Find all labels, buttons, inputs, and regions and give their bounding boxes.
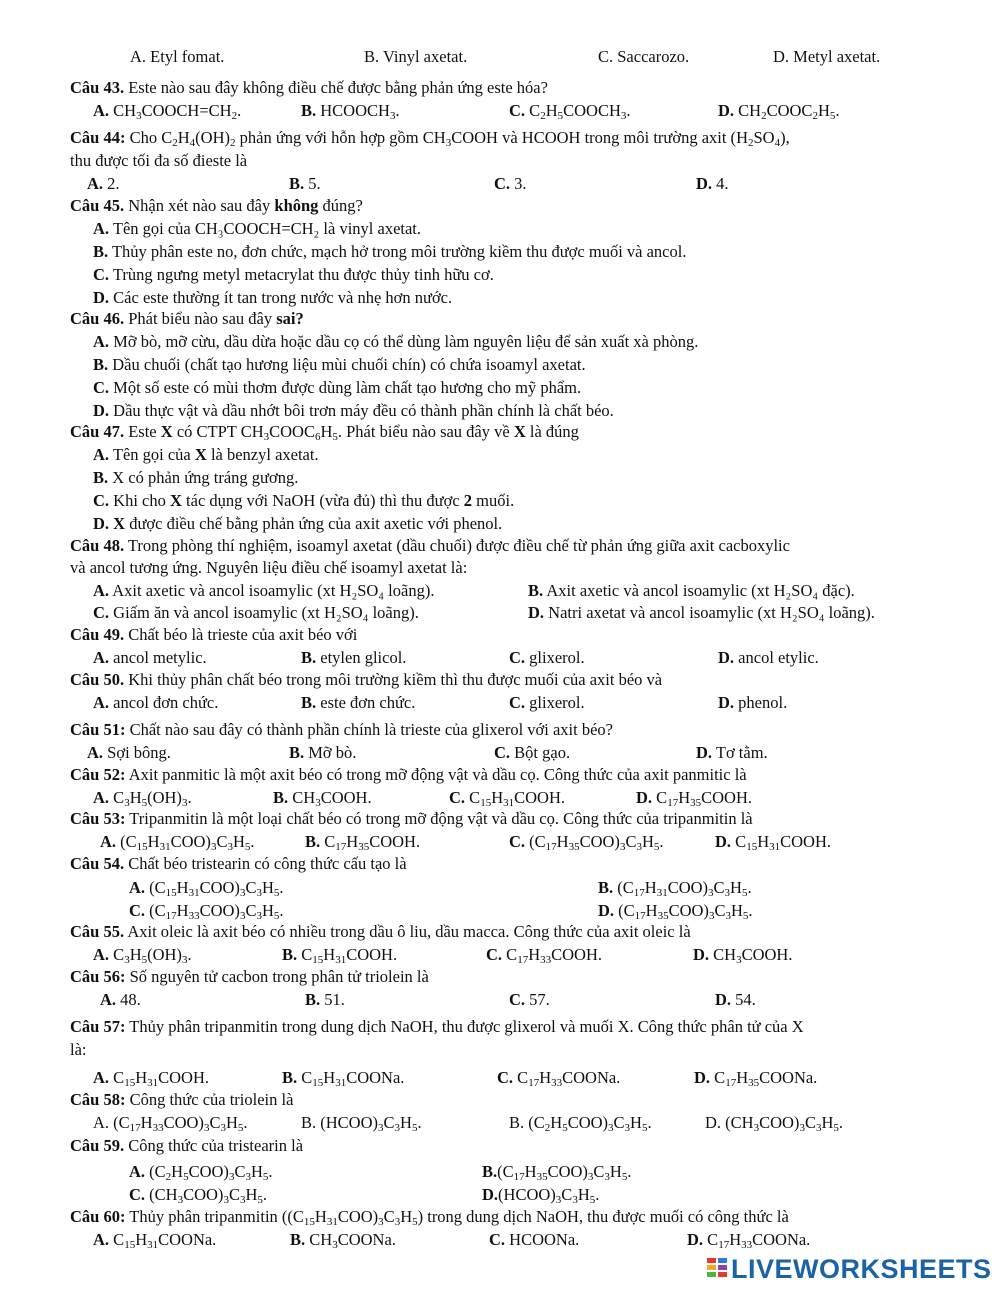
q60-option-b: B. $CH_3COONa$. [290, 1230, 396, 1251]
q54-option-c: C. $(C_{17}H_{33}COO)_3C_3H_5$. [129, 901, 284, 922]
q50-option-d: D. phenol. [718, 693, 788, 712]
question-46: Câu 46. Phát biểu nào sau đây sai? [70, 309, 304, 328]
question-48: Câu 48. Trong phòng thí nghiệm, isoamyl axetat (dầu chuối) được điều chế từ phản ứng giữa axit cacboxylic [70, 536, 790, 555]
question-44: Câu 44: Cho $C_2H_4(OH)_2$ phản ứng với hỗn hợp gồm $CH_3COOH$ và HCOOH trong môi trường axit $(H_2SO_4)$, [70, 128, 790, 149]
q48-option-b: B. Axit axetic và ancol isoamylic (xt H₂SO₄ đặc). [528, 581, 855, 600]
q46-option-c: C. Một số este có mùi thơm được dùng làm chất tạo hương cho mỹ phẩm. [93, 378, 582, 397]
q58-option-a: A. $(C_{17}H_{33}COO)_3C_3H_5$. [93, 1113, 248, 1134]
q54-option-a: A. $(C_{15}H_{31}COO)_3C_3H_5$. [129, 878, 284, 899]
q58-option-b: B. $(HCOO)_3C_3H_5$. [301, 1113, 422, 1134]
q53-option-d: D. $C_{15}H_{31}COOH$. [715, 832, 831, 853]
q43-option-c: C. $C_2H_5COOCH_3$. [509, 101, 631, 122]
q48-option-a: A. Axit axetic và ancol isoamylic (xt H₂SO₄ loãng). [93, 581, 435, 600]
q49-option-d: D. ancol etylic. [718, 648, 819, 667]
question-56: Câu 56: Số nguyên tử cacbon trong phân tử triolein là [70, 967, 429, 986]
q56-option-d: D. 54. [715, 990, 756, 1009]
liveworksheets-logo-text: LIVEWORKSHEETS [731, 1253, 992, 1284]
q53-option-a: A. $(C_{15}H_{31}COO)_3C_3H_5$. [100, 832, 255, 853]
q60-option-a: A. $C_{15}H_{31}COONa$. [93, 1230, 217, 1251]
q44-option-b: B. 5. [289, 174, 321, 193]
q49-option-b: B. etylen glicol. [301, 648, 407, 667]
q50-option-a: A. ancol đơn chức. [93, 693, 219, 712]
q55-option-d: D. $CH_3COOH$. [693, 945, 793, 966]
q55-option-b: B. $C_{15}H_{31}COOH$. [282, 945, 398, 966]
q47-option-b: B. X có phản ứng tráng gương. [93, 468, 299, 487]
question-58: Câu 58: Công thức của triolein là [70, 1090, 294, 1109]
q56-option-b: B. 51. [305, 990, 345, 1009]
q56-option-c: C. 57. [509, 990, 550, 1009]
top-option-d: D. Metyl axetat. [773, 47, 881, 66]
question-53: Câu 53: Tripanmitin là một loại chất béo có trong mỡ động vật và dầu cọ. Công thức của tripanmitin là [70, 809, 753, 828]
q55-option-c: C. $C_{17}H_{33}COOH$. [486, 945, 602, 966]
q52-option-b: B. $CH_3COOH$. [273, 788, 372, 809]
q57-option-a: A. $C_{15}H_{31}COOH$. [93, 1068, 209, 1089]
q47-option-a: A. Tên gọi của X là benzyl axetat. [93, 445, 319, 464]
q45-option-d: D. Các este thường ít tan trong nước và nhẹ hơn nước. [93, 288, 453, 307]
question-48-line2: và ancol tương ứng. Nguyên liệu điều chế isoamyl axetat là: [70, 558, 468, 577]
liveworksheets-logo-icon [706, 1256, 728, 1282]
q59-option-c: C. $(CH_3COO)_3C_3H_5$. [129, 1185, 267, 1206]
q58-option-d: D. $(CH_3COO)_3C_3H_5$. [705, 1113, 843, 1134]
question-49: Câu 49. Chất béo là trieste của axit béo với [70, 625, 358, 644]
q59-option-b: $B.(C_{17}H_{35}COO)_3C_3H_5$. [482, 1162, 632, 1183]
q47-option-d: D. X được điều chế bằng phản ứng của axit axetic với phenol. [93, 514, 503, 533]
q49-option-c: C. glixerol. [509, 648, 585, 667]
q50-option-c: C. glixerol. [509, 693, 585, 712]
question-51: Câu 51: Chất nào sau đây có thành phần chính là trieste của glixerol với axit béo? [70, 720, 614, 739]
q43-option-a: A. $CH_3COOCH=CH_2$. [93, 101, 242, 122]
q44-option-a: A. 2. [87, 174, 120, 193]
question-44-line2: thu được tối đa số đieste là [70, 151, 248, 170]
q44-option-d: D. 4. [696, 174, 729, 193]
q45-option-c: C. Trùng ngưng metyl metacrylat thu được thủy tinh hữu cơ. [93, 265, 494, 284]
top-option-c: C. Saccarozo. [598, 47, 690, 66]
q48-option-d: D. Natri axetat và ancol isoamylic (xt H₂SO₄ loãng). [528, 603, 875, 622]
liveworksheets-logo [706, 1254, 992, 1284]
question-43: Câu 43. Este nào sau đây không điều chế được bằng phản ứng este hóa? [70, 78, 548, 97]
q54-option-b: B. $(C_{17}H_{31}COO)_3C_3H_5$. [598, 878, 752, 899]
q57-option-c: C. $C_{17}H_{33}COONa$. [497, 1068, 621, 1089]
q60-option-c: C. HCOONa. [489, 1230, 580, 1249]
q52-option-c: C. $C_{15}H_{31}COOH$. [449, 788, 565, 809]
q57-option-b: B. $C_{15}H_{31}COONa$. [282, 1068, 405, 1089]
q60-option-d: D. $C_{17}H_{33}COONa$. [687, 1230, 811, 1251]
question-54: Câu 54. Chất béo tristearin có công thức cấu tạo là [70, 854, 407, 873]
question-47: Câu 47. Este X có CTPT $CH_3COOC_6H_5$. Phát biểu nào sau đây về X là đúng [70, 422, 579, 443]
question-55: Câu 55. Axit oleic là axit béo có nhiều trong dầu ô liu, dầu macca. Công thức của axit oleic là [70, 922, 691, 941]
q46-option-b: B. Dầu chuối (chất tạo hương liệu mùi chuối chín) có chứa isoamyl axetat. [93, 355, 586, 374]
q50-option-b: B. este đơn chức. [301, 693, 416, 712]
q58-option-c: B. $(C_2H_5COO)_3C_3H_5$. [509, 1113, 652, 1134]
q47-option-c: C. Khi cho X tác dụng với NaOH (vừa đủ) thì thu được 2 muối. [93, 491, 515, 510]
q52-option-d: D. $C_{17}H_{35}COOH$. [636, 788, 752, 809]
question-59: Câu 59. Công thức của tristearin là [70, 1136, 304, 1155]
q51-option-d: D. Tơ tằm. [696, 743, 768, 762]
top-option-a: A. Etyl fomat. [130, 47, 225, 66]
q54-option-d: D. $(C_{17}H_{35}COO)_3C_3H_5$. [598, 901, 753, 922]
q57-option-d: D. $C_{17}H_{35}COONa$. [694, 1068, 818, 1089]
q43-option-b: B. $HCOOCH_3$. [301, 101, 400, 122]
q44-option-c: C. 3. [494, 174, 527, 193]
question-45: Câu 45. Nhận xét nào sau đây không đúng? [70, 196, 363, 215]
question-57: Câu 57: Thủy phân tripanmitin trong dung dịch NaOH, thu được glixerol và muối X. Công thức phân tử của X [70, 1017, 804, 1036]
q49-option-a: A. ancol metylic. [93, 648, 207, 667]
q45-option-b: B. Thủy phân este no, đơn chức, mạch hở trong môi trường kiềm thu được muối và ancol. [93, 242, 687, 261]
q43-option-d: D. $CH_2COOC_2H_5$. [718, 101, 840, 122]
q46-option-a: A. Mỡ bò, mỡ cừu, dầu dừa hoặc dầu cọ có thể dùng làm nguyên liệu để sản xuất xà phòng. [93, 332, 699, 351]
q59-option-a: A. $(C_2H_5COO)_3C_3H_5$. [129, 1162, 273, 1183]
q53-option-c: C. $(C_{17}H_{35}COO)_3C_3H_5$. [509, 832, 664, 853]
q51-option-c: C. Bột gạo. [494, 743, 571, 762]
q51-option-b: B. Mỡ bò. [289, 743, 357, 762]
q45-option-a: A. Tên gọi của CH₃COOCH=CH₂ là vinyl axetat. [93, 219, 422, 238]
question-57-line2: là: [70, 1040, 87, 1059]
q46-option-d: D. Dầu thực vật và dầu nhớt bôi trơn máy đều có thành phần chính là chất béo. [93, 401, 614, 420]
question-50: Câu 50. Khi thủy phân chất béo trong môi trường kiềm thì thu được muối của axit béo và [70, 670, 663, 689]
q48-option-c: C. Giấm ăn và ancol isoamylic (xt H₂SO₄ loãng). [93, 603, 419, 622]
q59-option-d: $D.(HCOO)_3C_3H_5$. [482, 1185, 600, 1206]
question-60: Câu 60: Thủy phân tripanmitin $((C_{15}H_{31}COO)_3C_3H_5)$ trong dung dịch NaOH, thu được muối có công thức là [70, 1207, 789, 1228]
question-52: Câu 52: Axit panmitic là một axit béo có trong mỡ động vật và dầu cọ. Công thức của axit panmitic là [70, 765, 747, 784]
q51-option-a: A. Sợi bông. [87, 743, 171, 762]
q55-option-a: A. $C_3H_5(OH)_3$. [93, 945, 192, 966]
q56-option-a: A. 48. [100, 990, 141, 1009]
top-option-b: B. Vinyl axetat. [364, 47, 468, 66]
q53-option-b: B. $C_{17}H_{35}COOH$. [305, 832, 421, 853]
q52-option-a: A. $C_3H_5(OH)_3$. [93, 788, 192, 809]
